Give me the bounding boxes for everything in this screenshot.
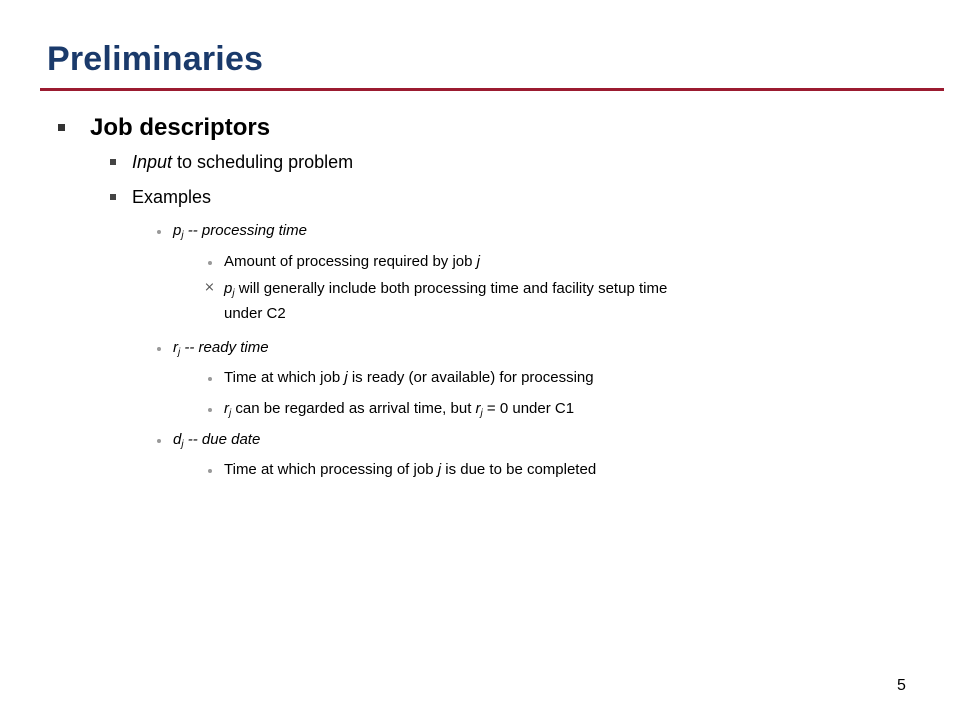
label-ready-time: -- ready time xyxy=(180,339,269,356)
ready-def-b: is ready (or available) for processing xyxy=(347,369,594,386)
dot-bullet-icon xyxy=(208,408,212,412)
var-r: r xyxy=(475,400,481,417)
slide-title: Preliminaries xyxy=(47,40,264,78)
dot-bullet-icon xyxy=(157,347,161,351)
item-ready-note xyxy=(224,400,574,417)
sub-j: j xyxy=(181,439,184,450)
cross-bullet-icon: ⨯ xyxy=(204,279,215,294)
var-r: r xyxy=(224,400,229,417)
ready-note-b: = 0 under C1 xyxy=(482,400,575,417)
label-processing-time: -- processing time xyxy=(183,222,307,239)
dot-bullet-icon xyxy=(208,469,212,473)
item-ready-time xyxy=(173,339,269,356)
dot-bullet-icon xyxy=(208,261,212,265)
heading-job-descriptors: Job descriptors xyxy=(90,114,271,141)
title-divider xyxy=(40,88,944,91)
ready-def-a: Time at which job xyxy=(224,369,345,386)
page-number: 5 xyxy=(897,677,906,694)
item-input xyxy=(132,152,353,173)
var-d: d xyxy=(173,431,182,448)
item-processing-time xyxy=(173,222,307,239)
sub-j: j xyxy=(178,347,181,358)
sub-j: j xyxy=(480,408,483,419)
due-def-b: is due to be completed xyxy=(441,461,597,478)
square-bullet-icon xyxy=(110,159,116,165)
due-def-a: Time at which processing of job xyxy=(224,461,438,478)
item-processing-note xyxy=(224,280,667,297)
dot-bullet-icon xyxy=(157,439,161,443)
item-processing-def xyxy=(224,253,480,270)
item-examples: Examples xyxy=(132,187,212,207)
sub-j: j xyxy=(181,230,184,241)
var-p: p xyxy=(173,222,182,239)
var-j: j xyxy=(476,253,480,270)
sub-j: j xyxy=(229,408,232,419)
var-j: j xyxy=(437,461,442,478)
dot-bullet-icon xyxy=(157,230,161,234)
square-bullet-icon xyxy=(58,124,65,131)
label-due-date: -- due date xyxy=(183,431,261,448)
processing-def-text: Amount of processing required by job xyxy=(224,253,477,270)
var-r: r xyxy=(173,339,178,356)
dot-bullet-icon xyxy=(208,377,212,381)
var-j: j xyxy=(344,369,348,386)
square-bullet-icon xyxy=(110,194,116,200)
input-italic: Input xyxy=(132,152,173,172)
processing-note-text: will generally include both processing time and facility setup time xyxy=(234,280,668,297)
ready-note-a: can be regarded as arrival time, but xyxy=(231,400,476,417)
var-p: p xyxy=(224,280,233,297)
sub-j: j xyxy=(232,288,235,299)
item-due-def xyxy=(224,461,596,478)
input-rest: to scheduling problem xyxy=(172,152,354,172)
item-ready-def xyxy=(224,369,594,386)
item-due-date xyxy=(173,431,260,448)
item-processing-note-cont: under C2 xyxy=(224,305,286,322)
